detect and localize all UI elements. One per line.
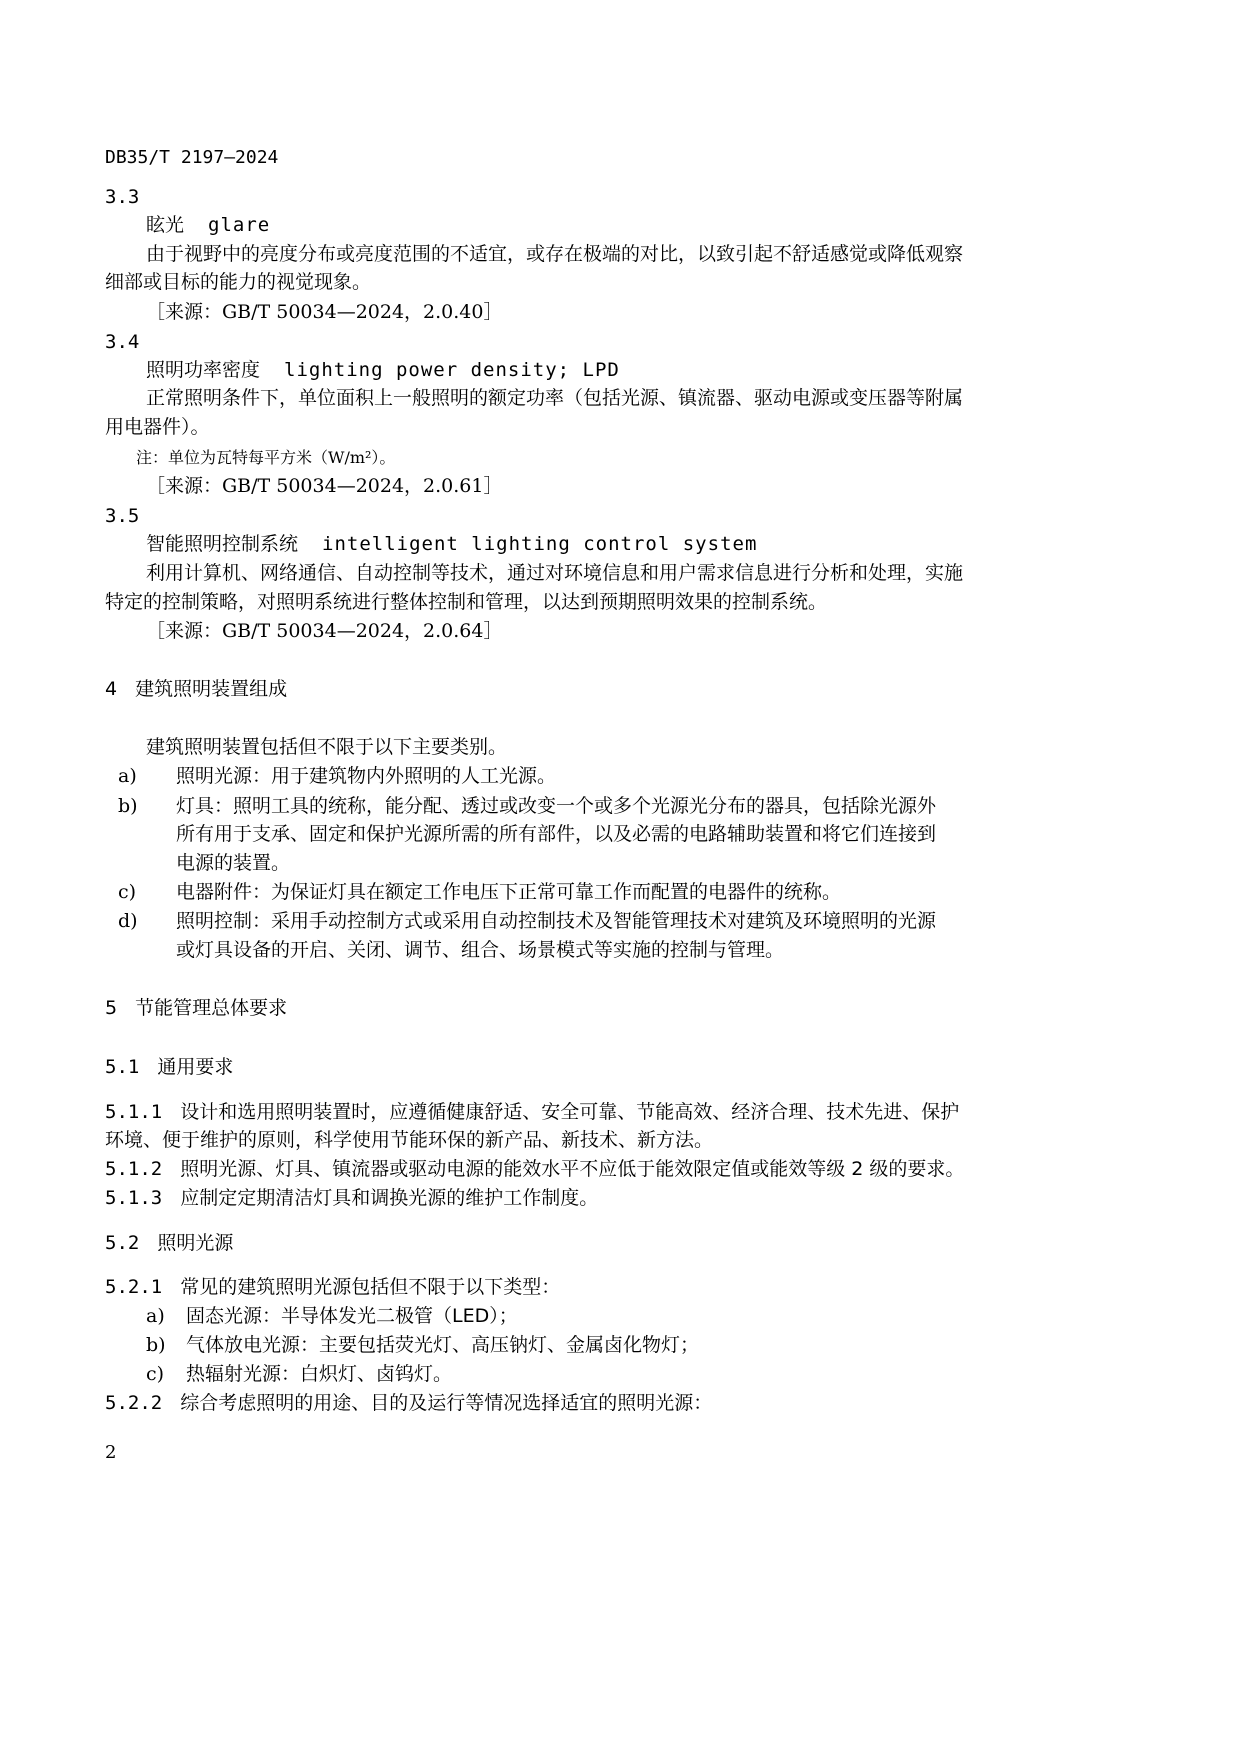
section-title: 节能管理总体要求 [135,997,288,1019]
list-item: 热辐射光源：白炽灯、卤钨灯。 [186,1363,453,1385]
clause-text: 设计和选用照明装置时，应遵循健康舒适、安全可靠、节能高效、经济合理、技术先进、保护 [180,1101,960,1123]
clause-text: 环境、便于维护的原则，科学使用节能环保的新产品、新技术、新方法。 [105,1129,714,1151]
term-number: 3.4 [105,331,140,353]
list-item: 照明光源：用于建筑物内外照明的人工光源。 [176,765,557,787]
clause-number: 5.1.1 [105,1101,163,1123]
definition-line: 由于视野中的亮度分布或亮度范围的不适宜，或存在极端的对比，以致引起不舒适感觉或降低观察 [146,243,964,265]
term-heading [146,358,620,382]
list-item: 电器附件：为保证灯具在额定工作电压下正常可靠工作而配置的电器件的统称。 [176,881,842,903]
list-item: 气体放电光源：主要包括荧光灯、高压钠灯、金属卤化物灯； [186,1334,700,1356]
list-item: 或灯具设备的开启、关闭、调节、组合、场景模式等实施的控制与管理。 [176,939,785,961]
clause [105,1100,959,1124]
term-english: intelligent lighting control system [322,533,758,555]
term-number: 3.5 [105,505,140,527]
list-label: a) [146,1305,165,1327]
list-label: c) [146,1363,165,1385]
list-item: 固态光源：半导体发光二极管（LED）； [186,1305,518,1327]
term-english: lighting power density; LPD [284,359,620,381]
clause-number: 5.1.2 [105,1158,163,1180]
definition-line: 细部或目标的能力的视觉现象。 [105,271,372,293]
section-heading [105,677,287,701]
subsection-title: 通用要求 [157,1056,234,1078]
source-reference: ［来源：GB/T 50034—2024，2.0.64］ [146,620,503,642]
subsection-title: 照明光源 [157,1232,234,1254]
list-item: 照明控制：采用手动控制方式或采用自动控制技术及智能管理技术对建筑及环境照明的光源 [176,910,937,932]
term-heading [146,532,757,556]
paragraph: 建筑照明装置包括但不限于以下主要类别。 [146,736,508,758]
term-number: 3.3 [105,186,140,208]
source-reference: ［来源：GB/T 50034—2024，2.0.40］ [146,301,503,323]
clause-text: 应制定定期清洁灯具和调换光源的维护工作制度。 [180,1187,599,1209]
list-label: b) [118,795,138,817]
section-number: 4 [105,678,118,700]
subsection-number: 5.2 [105,1232,140,1254]
list-label: b) [146,1334,166,1356]
term-chinese: 照明功率密度 [146,359,261,381]
list-label: c) [118,881,137,903]
term-heading [146,213,270,237]
term-english: glare [208,214,271,236]
clause-number: 5.1.3 [105,1187,163,1209]
section-title: 建筑照明装置组成 [135,678,288,700]
source-reference: ［来源：GB/T 50034—2024，2.0.61］ [146,475,503,497]
page-number: 2 [105,1442,117,1463]
clause-number: 5.2.1 [105,1276,163,1298]
subsection-number: 5.1 [105,1056,140,1078]
definition-line: 正常照明条件下，单位面积上一般照明的额定功率（包括光源、镇流器、驱动电源或变压器等附属 [146,387,964,409]
subsection-heading [105,1055,233,1079]
clause-text: 综合考虑照明的用途、目的及运行等情况选择适宜的照明光源： [180,1392,713,1414]
definition-line: 利用计算机、网络通信、自动控制等技术，通过对环境信息和用户需求信息进行分析和处理，实施 [146,562,964,584]
clause [105,1157,964,1181]
section-heading [105,996,287,1020]
list-label: d) [118,910,138,932]
list-label: a) [118,765,137,787]
subsection-heading [105,1231,233,1255]
list-item: 电源的装置。 [176,852,291,874]
term-chinese: 智能照明控制系统 [146,533,299,555]
document-code-header: DB35/T 2197—2024 [105,147,279,168]
section-number: 5 [105,997,118,1019]
clause-text: 常见的建筑照明光源包括但不限于以下类型： [180,1276,561,1298]
note-text: 注：单位为瓦特每平方米（W/m²）。 [136,448,396,467]
clause-text: 照明光源、灯具、镇流器或驱动电源的能效水平不应低于能效限定值或能效等级 2 级的要求。 [180,1158,965,1180]
clause-number: 5.2.2 [105,1392,163,1414]
clause [105,1391,712,1415]
list-item: 所有用于支承、固定和保护光源所需的所有部件，以及必需的电路辅助装置和将它们连接到 [176,823,937,845]
definition-line: 特定的控制策略，对照明系统进行整体控制和管理，以达到预期照明效果的控制系统。 [105,591,828,613]
clause [105,1186,598,1210]
list-item: 灯具：照明工具的统称，能分配、透过或改变一个或多个光源光分布的器具，包括除光源外 [176,795,937,817]
definition-line: 用电器件）。 [105,416,210,438]
term-chinese: 眩光 [146,214,185,236]
clause [105,1275,560,1299]
